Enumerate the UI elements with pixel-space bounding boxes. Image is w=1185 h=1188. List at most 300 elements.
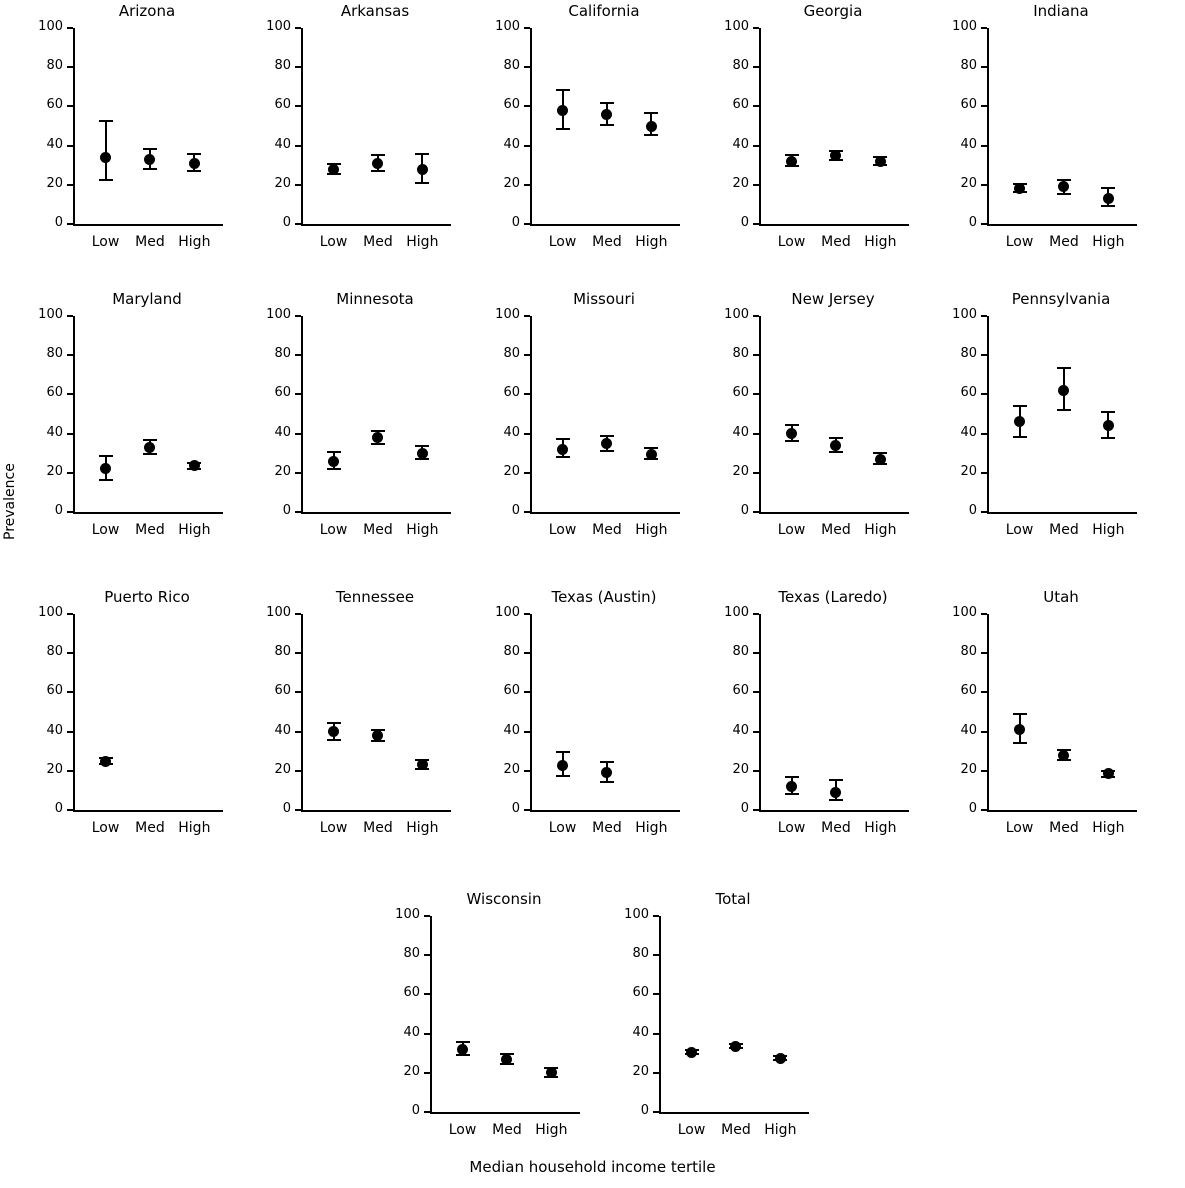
error-bar	[105, 120, 107, 181]
y-tick-label: 20	[732, 175, 749, 191]
y-tick	[981, 652, 987, 654]
error-bar-cap	[187, 153, 201, 155]
y-tick	[524, 354, 530, 356]
y-tick-label: 0	[740, 801, 749, 816]
data-point	[786, 781, 797, 792]
data-point	[786, 428, 797, 439]
x-tick-label: Med	[721, 1122, 751, 1138]
x-tick-label: Low	[91, 820, 120, 836]
y-tick-label: 80	[960, 644, 977, 660]
y-tick	[524, 770, 530, 772]
x-tick-label: High	[406, 820, 439, 836]
y-tick-label: 40	[503, 722, 520, 738]
error-bar-cap	[99, 455, 113, 457]
y-tick	[295, 691, 301, 693]
y-tick	[67, 472, 73, 474]
data-point	[775, 1053, 786, 1064]
y-tick-label: 20	[503, 463, 520, 479]
plot-area	[724, 307, 907, 538]
data-point	[144, 442, 155, 453]
error-bar-cap	[600, 102, 614, 104]
y-tick	[424, 915, 430, 917]
plot-area	[724, 19, 907, 250]
error-bar-cap	[143, 453, 157, 455]
y-tick-label: 100	[495, 605, 520, 620]
error-bar-cap	[415, 153, 429, 155]
plot-area	[952, 605, 1135, 836]
data-point	[144, 154, 155, 165]
subplot-new-jersey	[704, 290, 921, 572]
y-tick	[67, 511, 73, 513]
y-tick-label: 40	[503, 424, 520, 440]
data-point	[557, 105, 568, 116]
error-bar-cap	[600, 450, 614, 452]
y-tick-label: 40	[274, 722, 291, 738]
y-tick	[424, 993, 430, 995]
y-tick	[653, 915, 659, 917]
data-point	[372, 432, 383, 443]
subplot-indiana	[932, 2, 1149, 284]
y-tick-label: 20	[46, 175, 63, 191]
x-axis-line	[301, 512, 451, 514]
x-axis-line	[987, 512, 1137, 514]
data-point	[686, 1047, 697, 1058]
y-tick	[295, 184, 301, 186]
y-tick	[753, 809, 759, 811]
x-tick-label: Low	[777, 820, 806, 836]
y-tick	[295, 145, 301, 147]
error-bar-cap	[371, 443, 385, 445]
error-bar-cap	[187, 170, 201, 172]
x-tick-label: High	[178, 522, 211, 538]
x-tick-label: Low	[548, 522, 577, 538]
plot-area	[724, 605, 907, 836]
data-point	[557, 444, 568, 455]
y-tick	[981, 27, 987, 29]
subplot-georgia	[704, 2, 921, 284]
subplot-title: New Jersey	[791, 290, 875, 308]
error-bar-cap	[143, 168, 157, 170]
subplot-utah	[932, 588, 1149, 870]
y-tick	[524, 315, 530, 317]
y-tick-label: 60	[274, 97, 291, 113]
y-tick-label: 80	[503, 346, 520, 362]
x-tick-label: High	[178, 820, 211, 836]
y-axis-line	[759, 614, 761, 811]
data-point	[1103, 193, 1114, 204]
x-tick-label: Low	[1005, 522, 1034, 538]
error-bar-cap	[1057, 193, 1071, 195]
y-tick-label: 100	[624, 907, 649, 922]
x-tick-label: Med	[592, 522, 622, 538]
y-tick	[67, 393, 73, 395]
y-tick-label: 80	[274, 644, 291, 660]
y-tick	[524, 731, 530, 733]
y-tick-label: 100	[724, 19, 749, 34]
y-tick	[981, 613, 987, 615]
y-tick	[67, 223, 73, 225]
subplot-title: Texas (Austin)	[551, 588, 657, 606]
subplot-title: Georgia	[803, 2, 863, 20]
data-point	[601, 438, 612, 449]
y-tick-label: 0	[740, 215, 749, 230]
y-tick	[524, 66, 530, 68]
y-tick	[981, 433, 987, 435]
subplot-arizona	[18, 2, 235, 284]
data-point	[100, 463, 111, 474]
x-tick-label: Med	[135, 522, 165, 538]
y-tick-label: 80	[960, 346, 977, 362]
y-tick-label: 100	[266, 307, 291, 322]
y-tick-label: 40	[632, 1024, 649, 1040]
y-tick	[653, 1111, 659, 1113]
subplot-tennessee	[246, 588, 463, 870]
y-tick-label: 80	[732, 644, 749, 660]
y-axis-line	[430, 916, 432, 1113]
x-axis-line	[659, 1112, 809, 1114]
y-axis-line	[987, 28, 989, 225]
y-tick-label: 20	[632, 1063, 649, 1079]
y-tick-label: 0	[282, 503, 291, 518]
y-tick	[424, 954, 430, 956]
x-tick-label: Low	[1005, 234, 1034, 250]
y-tick-label: 80	[46, 644, 63, 660]
y-tick-label: 80	[403, 946, 420, 962]
error-bar-cap	[371, 170, 385, 172]
y-tick	[67, 613, 73, 615]
y-axis-line	[73, 28, 75, 225]
y-tick-label: 0	[282, 801, 291, 816]
error-bar-cap	[785, 424, 799, 426]
data-point	[875, 454, 886, 465]
y-tick-label: 20	[732, 761, 749, 777]
y-tick	[753, 184, 759, 186]
y-tick	[67, 731, 73, 733]
x-tick-label: Med	[363, 820, 393, 836]
y-tick	[981, 511, 987, 513]
error-bar-cap	[415, 182, 429, 184]
plot-area	[952, 19, 1135, 250]
plot-area	[38, 307, 221, 538]
error-bar-cap	[644, 112, 658, 114]
y-tick	[981, 393, 987, 395]
y-axis-line	[301, 614, 303, 811]
y-tick-label: 40	[732, 722, 749, 738]
y-tick	[524, 105, 530, 107]
error-bar-cap	[1057, 409, 1071, 411]
x-tick-label: High	[1092, 522, 1125, 538]
y-tick-label: 0	[54, 215, 63, 230]
y-tick	[753, 315, 759, 317]
y-tick-label: 80	[960, 58, 977, 74]
x-axis-line	[530, 224, 680, 226]
x-axis-line	[430, 1112, 580, 1114]
subplot-maryland	[18, 290, 235, 572]
y-tick-label: 0	[54, 801, 63, 816]
data-point	[100, 152, 111, 163]
error-bar-cap	[327, 722, 341, 724]
y-tick-label: 60	[46, 683, 63, 699]
y-tick-label: 0	[282, 215, 291, 230]
y-tick	[67, 27, 73, 29]
data-point	[417, 448, 428, 459]
data-point	[875, 156, 886, 167]
y-tick	[981, 731, 987, 733]
y-tick-label: 40	[46, 424, 63, 440]
error-bar-cap	[327, 739, 341, 741]
y-tick	[295, 770, 301, 772]
x-axis-line	[73, 512, 223, 514]
y-tick	[981, 472, 987, 474]
y-tick	[753, 66, 759, 68]
error-bar-cap	[556, 751, 570, 753]
x-tick-label: Med	[821, 234, 851, 250]
plot-area	[266, 605, 449, 836]
y-tick	[753, 731, 759, 733]
x-tick-label: High	[864, 820, 897, 836]
subplot-wisconsin	[375, 890, 592, 1172]
y-tick-label: 60	[274, 683, 291, 699]
plot-area	[624, 907, 807, 1138]
y-tick-label: 40	[732, 424, 749, 440]
y-tick-label: 60	[632, 985, 649, 1001]
y-tick	[524, 223, 530, 225]
x-tick-label: High	[635, 234, 668, 250]
y-tick-label: 60	[732, 683, 749, 699]
subplot-title: Arizona	[118, 2, 176, 20]
y-tick-label: 20	[403, 1063, 420, 1079]
y-tick	[67, 770, 73, 772]
y-axis-line	[759, 316, 761, 513]
data-point	[372, 730, 383, 741]
x-tick-label: Low	[319, 234, 348, 250]
plot-area	[266, 19, 449, 250]
y-tick-label: 80	[732, 58, 749, 74]
x-tick-label: High	[635, 522, 668, 538]
y-tick-label: 100	[38, 307, 63, 322]
y-axis-line	[659, 916, 661, 1113]
y-tick-label: 100	[724, 307, 749, 322]
y-tick-label: 40	[960, 722, 977, 738]
y-tick	[67, 354, 73, 356]
y-tick	[295, 105, 301, 107]
x-tick-label: Med	[592, 234, 622, 250]
subplot-pennsylvania	[932, 290, 1149, 572]
y-tick	[524, 393, 530, 395]
y-tick	[981, 184, 987, 186]
y-tick	[424, 1111, 430, 1113]
x-tick-label: Low	[677, 1122, 706, 1138]
y-tick	[524, 27, 530, 29]
error-bar-cap	[785, 440, 799, 442]
y-tick	[295, 354, 301, 356]
data-point	[830, 787, 841, 798]
plot-area	[38, 605, 221, 836]
y-tick	[67, 315, 73, 317]
y-tick	[67, 691, 73, 693]
y-tick-label: 60	[403, 985, 420, 1001]
data-point	[601, 109, 612, 120]
subplot-title: Texas (Laredo)	[778, 588, 888, 606]
y-tick-label: 40	[503, 136, 520, 152]
error-bar-cap	[327, 451, 341, 453]
x-tick-label: High	[635, 820, 668, 836]
subplot-title: Indiana	[1033, 2, 1089, 20]
error-bar-cap	[1013, 742, 1027, 744]
subplot-puerto-rico	[18, 588, 235, 870]
y-tick-label: 40	[960, 424, 977, 440]
y-tick-label: 60	[503, 97, 520, 113]
y-axis-line	[530, 614, 532, 811]
error-bar-cap	[99, 120, 113, 122]
y-tick	[524, 613, 530, 615]
y-tick-label: 20	[46, 463, 63, 479]
y-tick-label: 60	[46, 385, 63, 401]
y-tick-label: 60	[732, 385, 749, 401]
data-point	[501, 1054, 512, 1065]
y-tick	[295, 472, 301, 474]
error-bar-cap	[1101, 205, 1115, 207]
x-tick-label: Med	[821, 820, 851, 836]
x-tick-label: High	[864, 234, 897, 250]
x-tick-label: High	[1092, 820, 1125, 836]
y-tick	[753, 691, 759, 693]
subplot-title: Pennsylvania	[1011, 290, 1111, 308]
error-bar-cap	[1101, 187, 1115, 189]
y-tick	[981, 145, 987, 147]
y-tick	[295, 66, 301, 68]
y-tick-label: 0	[968, 503, 977, 518]
plot-area	[495, 19, 678, 250]
y-tick	[753, 770, 759, 772]
subplot-title: Minnesota	[336, 290, 414, 308]
y-axis-line	[987, 614, 989, 811]
subplot-title: Maryland	[112, 290, 182, 308]
plot-area	[266, 307, 449, 538]
y-tick-label: 20	[960, 175, 977, 191]
subplot-title: Total	[715, 890, 751, 908]
y-tick-label: 60	[960, 97, 977, 113]
x-tick-label: Low	[448, 1122, 477, 1138]
y-tick	[295, 511, 301, 513]
y-tick-label: 80	[46, 346, 63, 362]
y-axis-line	[530, 28, 532, 225]
x-tick-label: High	[864, 522, 897, 538]
error-bar-cap	[1057, 367, 1071, 369]
y-axis-line	[73, 316, 75, 513]
data-point	[1014, 416, 1025, 427]
y-tick-label: 100	[495, 19, 520, 34]
subplot-title: Arkansas	[340, 2, 410, 20]
x-tick-label: Med	[592, 820, 622, 836]
y-tick-label: 0	[511, 801, 520, 816]
y-tick-label: 40	[960, 136, 977, 152]
y-tick-label: 100	[952, 605, 977, 620]
y-tick	[524, 145, 530, 147]
y-tick-label: 40	[46, 136, 63, 152]
y-tick-label: 100	[38, 19, 63, 34]
data-point	[328, 456, 339, 467]
subplot-title: Utah	[1043, 588, 1079, 606]
y-tick-label: 100	[266, 19, 291, 34]
x-tick-label: Med	[363, 522, 393, 538]
y-tick	[295, 731, 301, 733]
y-tick	[67, 809, 73, 811]
plot-area	[495, 605, 678, 836]
y-tick-label: 80	[503, 644, 520, 660]
y-tick	[524, 691, 530, 693]
error-bar-cap	[327, 468, 341, 470]
data-point	[100, 756, 111, 767]
data-point	[1058, 181, 1069, 192]
x-tick-label: High	[406, 522, 439, 538]
data-point	[786, 156, 797, 167]
y-tick	[753, 613, 759, 615]
x-tick-label: Low	[319, 522, 348, 538]
y-tick	[524, 809, 530, 811]
x-tick-label: Low	[548, 234, 577, 250]
y-tick-label: 60	[274, 385, 291, 401]
x-tick-label: Low	[777, 234, 806, 250]
error-bar-cap	[1013, 713, 1027, 715]
error-bar-cap	[99, 479, 113, 481]
y-tick	[753, 472, 759, 474]
x-axis-line	[759, 810, 909, 812]
y-axis-line	[987, 316, 989, 513]
x-axis-line	[73, 810, 223, 812]
y-tick-label: 60	[732, 97, 749, 113]
error-bar-cap	[556, 456, 570, 458]
y-tick	[295, 613, 301, 615]
error-bar-cap	[829, 451, 843, 453]
data-point	[557, 760, 568, 771]
y-tick	[295, 315, 301, 317]
data-point	[457, 1044, 468, 1055]
error-bar-cap	[829, 779, 843, 781]
y-tick-label: 0	[54, 503, 63, 518]
y-tick	[653, 954, 659, 956]
subplot-texas-laredo	[704, 588, 921, 870]
y-tick	[981, 770, 987, 772]
y-tick	[295, 223, 301, 225]
error-bar-cap	[1101, 437, 1115, 439]
x-axis-line	[73, 224, 223, 226]
x-tick-label: High	[764, 1122, 797, 1138]
y-tick-label: 80	[274, 346, 291, 362]
y-tick-label: 20	[503, 761, 520, 777]
y-tick	[981, 809, 987, 811]
data-point	[1014, 724, 1025, 735]
y-tick-label: 100	[38, 605, 63, 620]
y-tick	[67, 184, 73, 186]
error-bar-cap	[556, 89, 570, 91]
y-tick-label: 60	[503, 385, 520, 401]
plot-area	[952, 307, 1135, 538]
x-axis-line	[301, 224, 451, 226]
error-bar-cap	[644, 134, 658, 136]
subplot-title: California	[568, 2, 640, 20]
y-tick-label: 100	[724, 605, 749, 620]
x-tick-label: Low	[91, 234, 120, 250]
error-bar-cap	[143, 439, 157, 441]
data-point	[328, 726, 339, 737]
y-tick-label: 0	[968, 215, 977, 230]
y-tick	[295, 652, 301, 654]
error-bar-cap	[600, 761, 614, 763]
subplot-minnesota	[246, 290, 463, 572]
y-tick	[753, 433, 759, 435]
y-tick-label: 20	[274, 761, 291, 777]
